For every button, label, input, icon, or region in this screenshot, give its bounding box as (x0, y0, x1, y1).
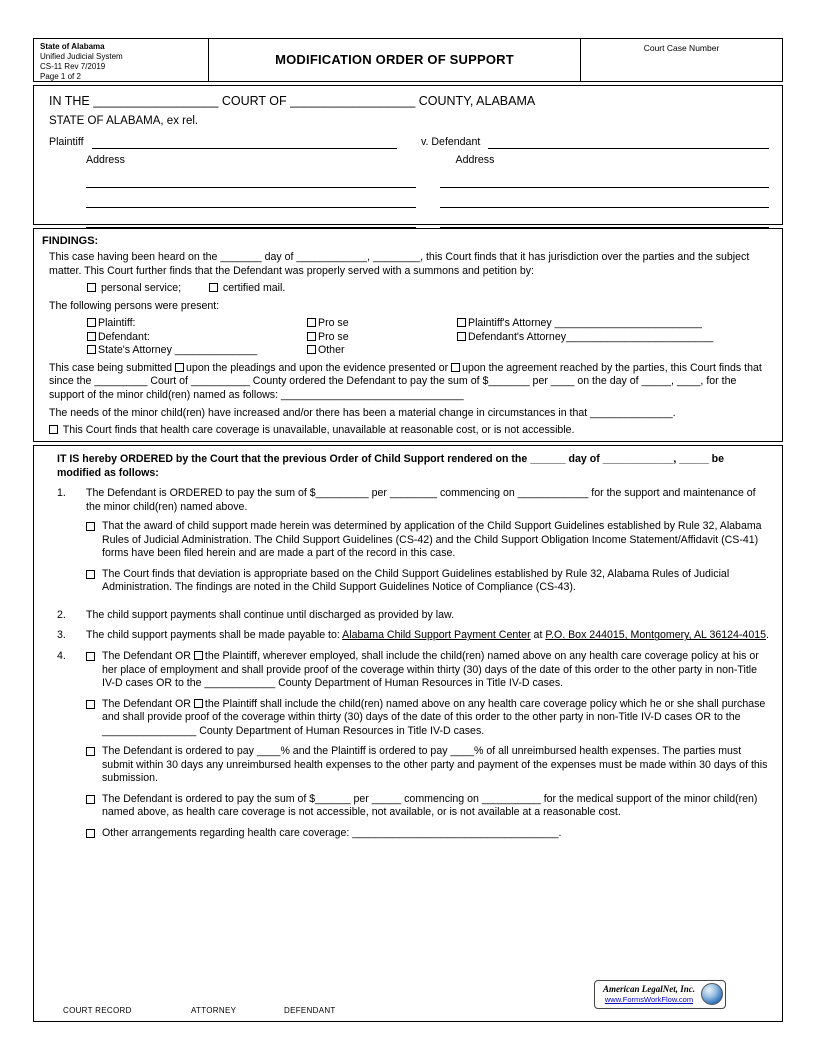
checkbox-defendants-attorney[interactable] (457, 332, 466, 341)
submitted-pleadings-text: upon the pleadings and upon the evidence presented or (186, 361, 449, 374)
payment-center-address: P.O. Box 244015, Montgomery, AL 36124-4015 (545, 629, 767, 642)
healthcare-finding-text: This Court finds that health care coverage is unavailable, unavailable at reasonable cost, or is not accessible. (62, 424, 575, 437)
case-caption-section (33, 85, 783, 225)
plaintiff-address-block (49, 154, 416, 228)
plaintiff-label: Plaintiff (49, 135, 84, 148)
agency-line-2: Unified Judicial System (40, 52, 123, 61)
plaintiff-address-line-1[interactable] (86, 168, 416, 188)
employer-coverage-paragraph (86, 650, 769, 691)
county-name-blank[interactable]: __________________ (290, 94, 416, 108)
checkbox-plaintiff-present[interactable] (87, 318, 96, 327)
medical-support-text: The Defendant is ordered to pay the sum of $______ per _____ commencing on __________ for the medical support of the minor child(ren) named above, as health care coverage is not accessible, not available, or is not available at a reasonable cost. (102, 792, 758, 819)
checkbox-other-arrangements[interactable] (86, 829, 95, 838)
present-row-3-spacer (457, 344, 769, 358)
agency-line-1: State of Alabama (40, 42, 105, 51)
order-item-1-number: 1. (57, 487, 66, 500)
findings-section (33, 228, 783, 442)
purchase-coverage-part1: The Defendant OR (102, 697, 191, 710)
distribution-row (34, 1006, 782, 1017)
order-item-2-number: 2. (57, 608, 66, 621)
other-present-label: Other (318, 344, 345, 357)
employer-coverage-part1: The Defendant OR (102, 650, 191, 663)
plaintiff-pro-se-label: Pro se (318, 317, 349, 330)
unreimbursed-expenses-paragraph (86, 745, 769, 786)
present-row-2 (87, 331, 769, 345)
defendant-address-line-3[interactable] (440, 208, 770, 228)
unreimbursed-expenses-text: The Defendant is ordered to pay ____% and the Plaintiff is ordered to pay ____% of all unreimbursed health expenses. The parties must submit within 30 days any unreimbursed health expenses to the other party and payment of the expenses must be made within 30 days of this submission. (102, 745, 768, 785)
court-case-number-field[interactable] (581, 54, 782, 81)
page-indicator: Page 1 of 2 (40, 72, 81, 81)
checkbox-submitted-on-pleadings[interactable] (175, 363, 184, 372)
checkbox-unreimbursed-split[interactable] (86, 747, 95, 756)
checkbox-plaintiffs-attorney[interactable] (457, 318, 466, 327)
defendant-name-line[interactable] (488, 136, 769, 149)
jurisdiction-paragraph (49, 251, 769, 278)
checkbox-defendant-present[interactable] (87, 332, 96, 341)
order-item-2-body (86, 609, 769, 623)
caption-in-the: IN THE (49, 94, 94, 108)
present-row-1 (87, 317, 769, 331)
order-item-3-text (86, 629, 769, 643)
employer-coverage-part2: the Plaintiff, wherever employed, shall include the child(ren) named above on any health care coverage policy at his or her place of employment and shall provide proof of the coverage within thirty (30) days of the date of this order to the other party in non-Title IV-D cases OR to the ____________ County Department of Human Resources in Title IV-D cases. (102, 650, 759, 690)
state-ex-rel-line: STATE OF ALABAMA, ex rel. (49, 115, 199, 127)
needs-changed-paragraph: The needs of the minor child(ren) have increased and/or there has been a material change in circumstances in that ______________. (49, 406, 676, 419)
defendant-present-label: Defendant: (98, 330, 150, 343)
checkbox-certified-mail[interactable] (209, 283, 218, 292)
defendant-pro-se-label: Pro se (318, 330, 349, 343)
defendants-attorney-label: Defendant's Attorney_________________________ (468, 330, 714, 343)
order-section (33, 445, 783, 1022)
court-name-blank[interactable]: __________________ (93, 94, 219, 108)
order-item-3-number: 3. (57, 629, 66, 642)
distribution-attorney: ATTORNEY (191, 1006, 237, 1015)
case-submitted-paragraph (49, 362, 769, 403)
party-row (49, 136, 769, 150)
order-item-2-text: The child support payments shall continue until discharged as provided by law. (86, 608, 455, 621)
checkbox-plaintiff-pro-se[interactable] (307, 318, 316, 327)
plaintiff-address-line-2[interactable] (86, 188, 416, 208)
checkbox-plaintiff-purchase-coverage[interactable] (194, 699, 203, 708)
legalnet-name: American LegalNet, Inc. (603, 983, 695, 994)
guidelines-deviation-text: The Court finds that deviation is appropriate based on the Child Support Guidelines established by Rule 32, Alabama Rules of Judicial Administration. The findings are noted in the Child Support Guidelines Notice of Compliance (CS-43). (102, 567, 730, 594)
checkbox-submitted-on-agreement[interactable] (451, 363, 460, 372)
checkbox-defendant-employer-coverage[interactable] (86, 652, 95, 661)
defendant-address-label: Address (455, 154, 495, 167)
present-other-cell (307, 344, 457, 358)
globe-icon (701, 983, 723, 1005)
present-defendant-prose-cell (307, 331, 457, 345)
checkbox-guidelines-deviation[interactable] (86, 570, 95, 579)
defendant-block (421, 136, 769, 150)
present-defendant-cell (87, 331, 307, 345)
persons-present-intro: The following persons were present: (49, 299, 220, 312)
item-3-period: . (766, 629, 769, 642)
versus-defendant-label: v. Defendant (421, 135, 481, 148)
modification-order-form (33, 38, 783, 1022)
checkbox-guidelines-applied[interactable] (86, 522, 95, 531)
caption-county-alabama: COUNTY, ALABAMA (415, 94, 536, 108)
form-title-cell (209, 39, 581, 81)
present-row-3 (87, 344, 769, 358)
order-item-2 (57, 609, 769, 623)
submitted-pre-text: This case being submitted (49, 361, 173, 374)
plaintiff-name-line[interactable] (92, 136, 397, 149)
case-number-cell (581, 39, 782, 81)
formsworkflow-link[interactable]: www.FormsWorkFlow.com (604, 995, 694, 1005)
guidelines-applied-text: That the award of child support made herein was determined by application of the Child Support Guidelines established by Rule 32, Alabama Rules of Judicial Administration. The Child Support Guidelines (CS-42) and the Child Support Obligation Income Statement/Affidavit (CS-41) forms have been filed herein and are made a part of the record in this case. (102, 520, 762, 560)
personal-service-label: personal service; (100, 282, 182, 295)
checkbox-personal-service[interactable] (87, 283, 96, 292)
purchase-coverage-paragraph (86, 698, 769, 739)
other-arrangements-paragraph (86, 827, 769, 841)
order-item-1-text: The Defendant is ORDERED to pay the sum of $_________ per ________ commencing on ____________ for the support and maintenance of the minor child(ren) named above. (86, 487, 756, 513)
other-arrangements-text: Other arrangements regarding health care coverage: ___________________________________. (102, 827, 562, 840)
form-header-agency-block (34, 39, 209, 81)
american-legalnet-logo (594, 980, 726, 1009)
present-defendant-attorney-cell (457, 331, 769, 345)
case-number-label: Court Case Number (643, 43, 720, 53)
plaintiff-address-label: Address (86, 154, 125, 167)
checkbox-healthcare-unavailable-finding[interactable] (49, 425, 58, 434)
states-attorney-label: State's Attorney ______________ (98, 344, 258, 357)
certified-mail-label: certified mail. (222, 282, 286, 295)
payment-center-name: Alabama Child Support Payment Center (342, 629, 531, 642)
plaintiff-present-label: Plaintiff: (98, 317, 136, 330)
findings-heading: FINDINGS: (42, 235, 99, 247)
checkbox-defendant-pro-se[interactable] (307, 332, 316, 341)
payable-at-text: at (530, 629, 546, 642)
present-plaintiff-prose-cell (307, 317, 457, 331)
defendant-address-block (440, 154, 770, 228)
distribution-court-record: COURT RECORD (63, 1006, 132, 1015)
present-plaintiff-cell (87, 317, 307, 331)
submitted-rest-text: upon the agreement reached by the parties, this Court finds that since the _________ Court of __________ County ordered the Defendant to pay the sum of $_______ per ____ on the day of _____, ____, for the support of the minor child(ren) named as follows: _______________________________ (49, 361, 762, 401)
checkbox-plaintiff-employer-coverage[interactable] (194, 651, 203, 660)
distribution-defendant: DEFENDANT (284, 1006, 336, 1015)
order-item-4-body (86, 650, 769, 848)
persons-present-grid (87, 317, 769, 358)
checkbox-defendant-purchase-coverage[interactable] (86, 700, 95, 709)
present-plaintiff-attorney-cell (457, 317, 769, 331)
defendant-address-line-2[interactable] (440, 188, 770, 208)
jurisdiction-text: This case having been heard on the _______ day of ____________, ________, this Court finds that it has jurisdiction over the parties and the subject matter. This Court further finds that the Defendant was properly served with a summons and petition by: (49, 251, 750, 277)
purchase-coverage-text (102, 698, 769, 739)
purchase-coverage-part2: the Plaintiff shall include the child(ren) named above on any health care coverage policy which he or she shall purchase and shall provide proof of the coverage within thirty (30) days of the date of this order to the other party in non-Title IV-D cases OR to the ________________ County Department of Human Resources in Title IV-D cases. (102, 697, 766, 737)
service-method-row (87, 282, 769, 296)
order-item-1 (57, 487, 769, 602)
court-caption-line (49, 93, 769, 109)
order-heading: IT IS hereby ORDERED by the Court that the previous Order of Child Support rendered on the ______ day of ____________, _____ be modified as follows: (57, 453, 725, 479)
order-item-3 (57, 629, 769, 643)
caption-court-of: COURT OF (218, 94, 291, 108)
medical-support-paragraph (86, 793, 769, 820)
checkbox-states-attorney[interactable] (87, 345, 96, 354)
plaintiff-address-line-3[interactable] (86, 208, 416, 228)
plaintiffs-attorney-label: Plaintiff's Attorney _________________________ (468, 317, 702, 330)
guidelines-applied-paragraph (86, 520, 769, 561)
form-header (33, 38, 783, 82)
checkbox-other-present[interactable] (307, 345, 316, 354)
order-item-1-body (86, 487, 769, 602)
order-item-3-body (86, 629, 769, 643)
order-item-4 (57, 650, 769, 848)
form-number: CS-11 Rev 7/2019 (40, 62, 106, 71)
checkbox-medical-support-sum[interactable] (86, 795, 95, 804)
present-states-attorney-cell (87, 344, 307, 358)
guidelines-deviation-paragraph (86, 568, 769, 595)
address-row (49, 154, 769, 228)
healthcare-finding-row (49, 424, 769, 438)
order-item-4-number: 4. (57, 650, 66, 663)
defendant-address-line-1[interactable] (440, 168, 770, 188)
payable-to-text: The child support payments shall be made payable to: (86, 629, 343, 642)
form-title: MODIFICATION ORDER OF SUPPORT (275, 51, 514, 67)
employer-coverage-text (102, 650, 769, 691)
plaintiff-block (49, 136, 397, 150)
